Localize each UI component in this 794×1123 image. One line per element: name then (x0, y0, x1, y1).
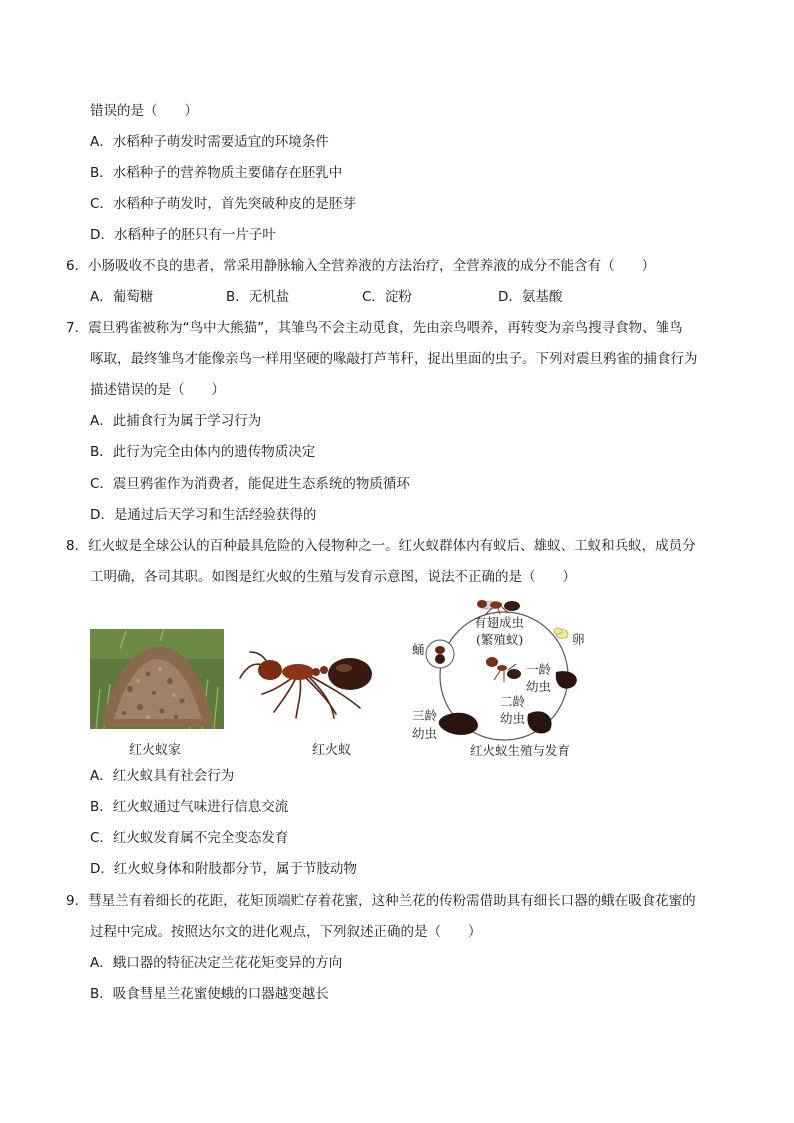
q5-option-d: D．水稻种子的胚只有一片子叶 (90, 227, 276, 243)
q8-stem-line-1: 8．红火蚁是全球公认的百种最具危险的入侵物种之一。红火蚁群体内有蚁后、雄蚁、工蚁和兵蚁，成员分 (66, 538, 696, 554)
label-larva2-line-1: 二龄 (500, 694, 526, 709)
q7-option-c: C．震旦鸦雀作为消费者，能促进生态系统的物质循环 (90, 476, 410, 492)
fire-ant-life-cycle-diagram (404, 592, 600, 764)
label-larva3-line-2: 幼虫 (412, 726, 438, 741)
q6-stem: 6．小肠吸收不良的患者，常采用静脉输入全营养液的方法治疗，全营养液的成分不能含有（ ） (66, 258, 656, 274)
q9-stem-line-2: 过程中完成。按照达尔文的进化观点，下列叙述正确的是（ ） (90, 924, 482, 940)
caption-fire-ant: 红火蚁 (312, 743, 352, 758)
q6-option-b: B．无机盐 (226, 289, 290, 305)
q9-option-a: A．蛾口器的特征决定兰花花矩变异的方向 (90, 955, 343, 971)
fire-ant-photo (236, 634, 388, 720)
q6-option-c: C．淀粉 (362, 289, 412, 305)
q9-option-b: B．吸食彗星兰花蜜使蛾的口器越变越长 (90, 986, 329, 1002)
q7-stem-line-3: 描述错误的是（ ） (90, 382, 225, 398)
label-pupa: 蛹 (412, 642, 425, 657)
q7-option-a: A．此捕食行为属于学习行为 (90, 413, 262, 429)
q8-option-d: D．红火蚁身体和附肢都分节，属于节肢动物 (90, 861, 357, 877)
q8-option-c: C．红火蚁发育属不完全变态发育 (90, 830, 289, 846)
worker-ant-icon (486, 657, 521, 682)
q7-stem-line-2: 啄取，最终雏鸟才能像亲鸟一样用坚硬的喙敲打芦苇秆，捉出里面的虫子。下列对震旦鸦雀的捕食行为 (90, 351, 698, 367)
q9-stem-line-1: 9．彗星兰有着细长的花距，花矩顶端贮存着花蜜，这种兰花的传粉需借助具有细长口器的蛾在吸食花蜜的 (66, 893, 696, 909)
ant-nest-photo (90, 629, 224, 729)
larva-second-instar-icon (527, 711, 551, 733)
pupa-icon (426, 640, 454, 668)
q8-option-b: B．红火蚁通过气味进行信息交流 (90, 799, 289, 815)
label-adult-line-1: 有翅成虫 (474, 615, 525, 630)
q5-option-c: C．水稻种子萌发时，首先突破种皮的是胚芽 (90, 196, 356, 212)
q7-option-d: D．是通过后天学习和生活经验获得的 (90, 507, 317, 523)
caption-ant-nest: 红火蚁家 (129, 743, 182, 758)
larva-first-instar-icon (556, 671, 577, 689)
label-adult-line-2: (繁殖蚁) (476, 632, 524, 647)
egg-icon (554, 628, 568, 639)
q6-option-d: D．氨基酸 (498, 289, 563, 305)
q5-stem-tail: 错误的是（ ） (90, 103, 198, 119)
label-larva3-line-1: 三龄 (412, 708, 438, 723)
q7-stem-line-1: 7．震旦鸦雀被称为“鸟中大熊猫”，其雏鸟不会主动觅食，先由亲鸟喂养，再转变为亲鸟搜寻食物、雏鸟 (66, 320, 683, 336)
q7-option-b: B．此行为完全由体内的遗传物质决定 (90, 444, 316, 460)
q5-option-b: B．水稻种子的营养物质主要储存在胚乳中 (90, 165, 343, 181)
label-larva2-line-2: 幼虫 (500, 711, 526, 726)
larva-third-instar-icon (439, 713, 478, 735)
q8-stem-line-2: 工明确，各司其职。如图是红火蚁的生殖与发育示意图，说法不正确的是（ ） (90, 569, 576, 585)
label-larva1-line-2: 幼虫 (526, 679, 552, 694)
label-egg: 卵 (572, 632, 585, 647)
q6-option-a: A．葡萄糖 (90, 289, 154, 305)
q8-option-a: A．红火蚁具有社会行为 (90, 768, 235, 784)
q5-option-a: A．水稻种子萌发时需要适宜的环境条件 (90, 134, 329, 150)
label-cycle-title: 红火蚁生殖与发育 (470, 743, 571, 758)
label-larva1-line-1: 一龄 (526, 662, 552, 677)
